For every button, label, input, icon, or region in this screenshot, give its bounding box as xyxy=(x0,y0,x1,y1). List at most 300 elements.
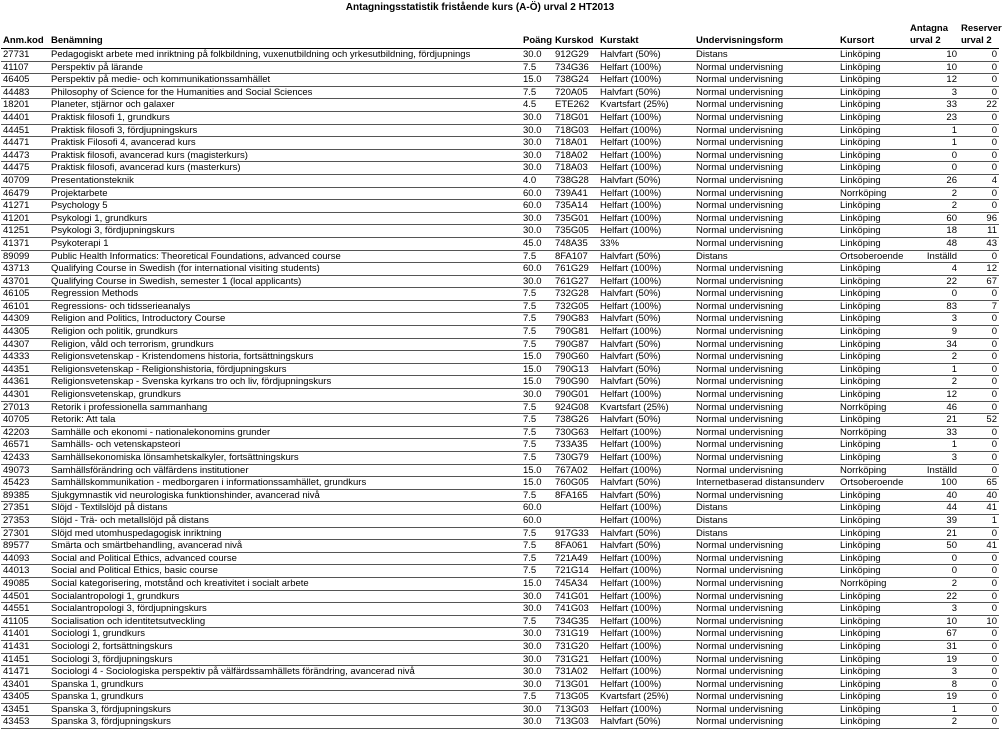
cell-anmkod: 44501 xyxy=(1,590,49,603)
cell-poang: 7.5 xyxy=(521,527,553,540)
cell-reserver: 41 xyxy=(959,540,999,553)
cell-kurskod: 761G27 xyxy=(553,275,598,288)
cell-kursort: Linköping xyxy=(838,540,908,553)
cell-poang: 15.0 xyxy=(521,74,553,87)
table-row xyxy=(1,514,999,527)
cell-reserver: 0 xyxy=(959,288,999,301)
cell-reserver: 52 xyxy=(959,414,999,427)
cell-undervisningsform: Normal undervisning xyxy=(694,389,838,402)
cell-anmkod: 44307 xyxy=(1,338,49,351)
cell-antagna: 10 xyxy=(908,61,959,74)
cell-kurstakt: Helfart (100%) xyxy=(598,162,694,175)
cell-benamning: Praktisk filosofi, avancerad kurs (magisterkurs) xyxy=(49,149,521,162)
cell-kurstakt: 33% xyxy=(598,237,694,250)
cell-antagna: 12 xyxy=(908,389,959,402)
table-row xyxy=(1,439,999,452)
cell-antagna: 39 xyxy=(908,514,959,527)
table-row xyxy=(1,640,999,653)
cell-anmkod: 27351 xyxy=(1,502,49,515)
cell-reserver: 0 xyxy=(959,527,999,540)
cell-benamning: Psykologi 1, grundkurs xyxy=(49,212,521,225)
table-row xyxy=(1,174,999,187)
cell-undervisningsform: Normal undervisning xyxy=(694,288,838,301)
cell-benamning: Praktisk filosofi, avancerad kurs (masterkurs) xyxy=(49,162,521,175)
cell-poang: 30.0 xyxy=(521,703,553,716)
table-row xyxy=(1,300,999,313)
cell-antagna: 100 xyxy=(908,477,959,490)
cell-kurstakt: Helfart (100%) xyxy=(598,200,694,213)
cell-kurstakt: Helfart (100%) xyxy=(598,137,694,150)
cell-poang: 7.5 xyxy=(521,313,553,326)
cell-anmkod: 49085 xyxy=(1,577,49,590)
cell-undervisningsform: Normal undervisning xyxy=(694,263,838,276)
cell-undervisningsform: Normal undervisning xyxy=(694,603,838,616)
cell-poang: 15.0 xyxy=(521,464,553,477)
cell-reserver: 43 xyxy=(959,237,999,250)
cell-reserver: 0 xyxy=(959,716,999,729)
table-row xyxy=(1,590,999,603)
cell-kursort: Norrköping xyxy=(838,464,908,477)
table-row xyxy=(1,552,999,565)
table-row xyxy=(1,162,999,175)
cell-antagna: 4 xyxy=(908,263,959,276)
cell-kurstakt: Halvfart (50%) xyxy=(598,477,694,490)
table-row xyxy=(1,452,999,465)
cell-benamning: Religionsvetenskap - Kristendomens historia, fortsättningskurs xyxy=(49,351,521,364)
table-row xyxy=(1,414,999,427)
cell-undervisningsform: Normal undervisning xyxy=(694,640,838,653)
cell-undervisningsform: Normal undervisning xyxy=(694,577,838,590)
cell-kurskod: 718G01 xyxy=(553,111,598,124)
cell-reserver: 0 xyxy=(959,577,999,590)
cell-benamning: Samhällskommunikation - medborgaren i informationssamhället, grundkurs xyxy=(49,477,521,490)
cell-antagna: 48 xyxy=(908,237,959,250)
cell-benamning: Religion, våld och terrorism, grundkurs xyxy=(49,338,521,351)
cell-kursort: Linköping xyxy=(838,716,908,729)
cell-anmkod: 43405 xyxy=(1,691,49,704)
cell-kurskod: 718A01 xyxy=(553,137,598,150)
cell-kursort: Norrköping xyxy=(838,187,908,200)
cell-benamning: Qualifying Course in Swedish (for international visiting students) xyxy=(49,263,521,276)
table-row xyxy=(1,502,999,515)
cell-poang: 30.0 xyxy=(521,111,553,124)
table-row xyxy=(1,313,999,326)
cell-kursort: Linköping xyxy=(838,653,908,666)
cell-kurstakt: Helfart (100%) xyxy=(598,666,694,679)
cell-reserver: 41 xyxy=(959,502,999,515)
cell-reserver: 96 xyxy=(959,212,999,225)
cell-undervisningsform: Normal undervisning xyxy=(694,174,838,187)
cell-reserver: 7 xyxy=(959,300,999,313)
cell-undervisningsform: Normal undervisning xyxy=(694,275,838,288)
cell-antagna: 22 xyxy=(908,590,959,603)
cell-benamning: Socialantropologi 1, grundkurs xyxy=(49,590,521,603)
cell-kurstakt: Helfart (100%) xyxy=(598,502,694,515)
cell-poang: 45.0 xyxy=(521,237,553,250)
cell-kurskod: 760G05 xyxy=(553,477,598,490)
cell-antagna: 31 xyxy=(908,640,959,653)
cell-undervisningsform: Normal undervisning xyxy=(694,653,838,666)
cell-kurskod: 735A14 xyxy=(553,200,598,213)
cell-reserver: 0 xyxy=(959,338,999,351)
cell-kursort: Linköping xyxy=(838,49,908,62)
cell-kurskod: 8FA107 xyxy=(553,250,598,263)
cell-antagna: 3 xyxy=(908,86,959,99)
cell-undervisningsform: Normal undervisning xyxy=(694,565,838,578)
cell-antagna: 1 xyxy=(908,703,959,716)
cell-undervisningsform: Normal undervisning xyxy=(694,452,838,465)
cell-poang: 30.0 xyxy=(521,389,553,402)
cell-benamning: Praktisk filosofi 3, fördjupningskurs xyxy=(49,124,521,137)
cell-poang: 60.0 xyxy=(521,187,553,200)
cell-undervisningsform: Normal undervisning xyxy=(694,237,838,250)
cell-kurstakt: Helfart (100%) xyxy=(598,615,694,628)
table-row xyxy=(1,338,999,351)
cell-kursort: Linköping xyxy=(838,678,908,691)
cell-antagna: 33 xyxy=(908,99,959,112)
col-header-reserver: Reserver urval 2 xyxy=(959,20,999,49)
cell-antagna: 34 xyxy=(908,338,959,351)
cell-reserver: 0 xyxy=(959,426,999,439)
cell-poang: 60.0 xyxy=(521,263,553,276)
cell-kurskod: 790G13 xyxy=(553,363,598,376)
cell-kursort: Linköping xyxy=(838,61,908,74)
cell-antagna: 2 xyxy=(908,351,959,364)
cell-anmkod: 27731 xyxy=(1,49,49,62)
cell-benamning: Retorik i professionella sammanhang xyxy=(49,401,521,414)
cell-poang: 4.0 xyxy=(521,174,553,187)
cell-reserver: 1 xyxy=(959,514,999,527)
cell-anmkod: 44301 xyxy=(1,389,49,402)
cell-poang: 7.5 xyxy=(521,552,553,565)
cell-undervisningsform: Normal undervisning xyxy=(694,464,838,477)
cell-kursort: Linköping xyxy=(838,640,908,653)
cell-benamning: Perspektiv på medie- och kommunikationssamhället xyxy=(49,74,521,87)
table-row xyxy=(1,376,999,389)
cell-benamning: Psychology 5 xyxy=(49,200,521,213)
cell-kurstakt: Helfart (100%) xyxy=(598,111,694,124)
cell-reserver: 0 xyxy=(959,691,999,704)
table-row xyxy=(1,137,999,150)
cell-undervisningsform: Normal undervisning xyxy=(694,212,838,225)
cell-anmkod: 18201 xyxy=(1,99,49,112)
cell-reserver: 0 xyxy=(959,111,999,124)
cell-reserver: 0 xyxy=(959,703,999,716)
col-header-kurskod: Kurskod xyxy=(553,20,598,49)
cell-reserver: 22 xyxy=(959,99,999,112)
cell-reserver: 67 xyxy=(959,275,999,288)
table-row xyxy=(1,678,999,691)
cell-undervisningsform: Normal undervisning xyxy=(694,666,838,679)
cell-kursort: Linköping xyxy=(838,86,908,99)
cell-undervisningsform: Distans xyxy=(694,49,838,62)
cell-kursort: Norrköping xyxy=(838,577,908,590)
cell-kurstakt: Halvfart (50%) xyxy=(598,376,694,389)
cell-poang: 60.0 xyxy=(521,514,553,527)
cell-kursort: Linköping xyxy=(838,691,908,704)
cell-poang: 30.0 xyxy=(521,628,553,641)
col-header-anmkod: Anm.kod xyxy=(1,20,49,49)
admission-statistics-table xyxy=(1,20,1002,729)
cell-benamning: Samhälle och ekonomi - nationalekonomins grunder xyxy=(49,426,521,439)
cell-poang: 7.5 xyxy=(521,288,553,301)
cell-kursort: Linköping xyxy=(838,666,908,679)
cell-antagna: 12 xyxy=(908,74,959,87)
cell-anmkod: 44451 xyxy=(1,124,49,137)
cell-kurstakt: Helfart (100%) xyxy=(598,326,694,339)
cell-benamning: Samhällsekonomiska lönsamhetskalkyler, fortsättningskurs xyxy=(49,452,521,465)
cell-poang: 7.5 xyxy=(521,250,553,263)
cell-antagna: 1 xyxy=(908,439,959,452)
table-row xyxy=(1,288,999,301)
table-header-row xyxy=(1,20,999,49)
cell-kurstakt: Halvfart (50%) xyxy=(598,49,694,62)
cell-anmkod: 40709 xyxy=(1,174,49,187)
cell-kurskod: 790G90 xyxy=(553,376,598,389)
cell-antagna: 3 xyxy=(908,313,959,326)
cell-antagna: 1 xyxy=(908,124,959,137)
cell-reserver: 0 xyxy=(959,86,999,99)
cell-antagna: Inställd xyxy=(908,250,959,263)
cell-antagna: 1 xyxy=(908,137,959,150)
cell-kurskod: 748A35 xyxy=(553,237,598,250)
cell-benamning: Spanska 1, grundkurs xyxy=(49,678,521,691)
cell-kursort: Linköping xyxy=(838,565,908,578)
cell-kurskod: 730G79 xyxy=(553,452,598,465)
table-row xyxy=(1,74,999,87)
cell-undervisningsform: Distans xyxy=(694,514,838,527)
cell-undervisningsform: Normal undervisning xyxy=(694,300,838,313)
cell-kurskod: 912G29 xyxy=(553,49,598,62)
cell-anmkod: 43451 xyxy=(1,703,49,716)
cell-benamning: Projektarbete xyxy=(49,187,521,200)
cell-anmkod: 89385 xyxy=(1,489,49,502)
cell-kursort: Linköping xyxy=(838,200,908,213)
cell-kurstakt: Helfart (100%) xyxy=(598,464,694,477)
cell-undervisningsform: Normal undervisning xyxy=(694,376,838,389)
cell-anmkod: 44305 xyxy=(1,326,49,339)
document-title: Antagningsstatistik fristående kurs (A-Ö) urval 2 HT2013 xyxy=(345,2,615,13)
cell-kursort: Linköping xyxy=(838,300,908,313)
cell-undervisningsform: Normal undervisning xyxy=(694,540,838,553)
cell-kurskod: 718G03 xyxy=(553,124,598,137)
cell-poang: 7.5 xyxy=(521,691,553,704)
table-row xyxy=(1,200,999,213)
cell-anmkod: 44013 xyxy=(1,565,49,578)
cell-kurstakt: Helfart (100%) xyxy=(598,187,694,200)
table-row xyxy=(1,351,999,364)
table-row xyxy=(1,540,999,553)
cell-kursort: Linköping xyxy=(838,124,908,137)
cell-anmkod: 27013 xyxy=(1,401,49,414)
cell-anmkod: 42203 xyxy=(1,426,49,439)
cell-antagna: 2 xyxy=(908,187,959,200)
cell-reserver: 0 xyxy=(959,389,999,402)
cell-anmkod: 41251 xyxy=(1,225,49,238)
table-row xyxy=(1,703,999,716)
table-row xyxy=(1,628,999,641)
cell-kursort: Linköping xyxy=(838,703,908,716)
cell-poang: 30.0 xyxy=(521,275,553,288)
cell-kurskod: 731G19 xyxy=(553,628,598,641)
cell-kurskod: 734G36 xyxy=(553,61,598,74)
cell-antagna: 10 xyxy=(908,49,959,62)
cell-antagna: 83 xyxy=(908,300,959,313)
cell-kurstakt: Halvfart (50%) xyxy=(598,527,694,540)
cell-poang: 30.0 xyxy=(521,590,553,603)
table-row xyxy=(1,489,999,502)
cell-anmkod: 41107 xyxy=(1,61,49,74)
cell-poang: 30.0 xyxy=(521,603,553,616)
cell-kurskod: ETE262 xyxy=(553,99,598,112)
col-header-antagna: Antagna urval 2 xyxy=(908,20,959,49)
cell-kursort: Linköping xyxy=(838,514,908,527)
table-row xyxy=(1,426,999,439)
cell-kursort: Linköping xyxy=(838,376,908,389)
table-row xyxy=(1,477,999,490)
cell-kursort: Linköping xyxy=(838,590,908,603)
cell-reserver: 0 xyxy=(959,313,999,326)
cell-reserver: 0 xyxy=(959,74,999,87)
cell-anmkod: 45423 xyxy=(1,477,49,490)
cell-kurskod: 730G63 xyxy=(553,426,598,439)
cell-kurstakt: Helfart (100%) xyxy=(598,653,694,666)
cell-anmkod: 46405 xyxy=(1,74,49,87)
cell-kurstakt: Helfart (100%) xyxy=(598,124,694,137)
col-header-benamning: Benämning xyxy=(49,20,521,49)
cell-undervisningsform: Distans xyxy=(694,502,838,515)
cell-anmkod: 41471 xyxy=(1,666,49,679)
cell-reserver: 0 xyxy=(959,187,999,200)
cell-benamning: Samhälls- och vetenskapsteori xyxy=(49,439,521,452)
table-row xyxy=(1,464,999,477)
cell-reserver: 0 xyxy=(959,363,999,376)
cell-anmkod: 44471 xyxy=(1,137,49,150)
cell-reserver: 0 xyxy=(959,376,999,389)
col-header-poang: Poäng xyxy=(521,20,553,49)
cell-poang: 7.5 xyxy=(521,300,553,313)
cell-kursort: Linköping xyxy=(838,326,908,339)
cell-undervisningsform: Normal undervisning xyxy=(694,61,838,74)
cell-antagna: 21 xyxy=(908,527,959,540)
cell-kurstakt: Helfart (100%) xyxy=(598,263,694,276)
cell-kurstakt: Helfart (100%) xyxy=(598,439,694,452)
cell-kursort: Linköping xyxy=(838,414,908,427)
cell-benamning: Socialantropologi 3, fördjupningskurs xyxy=(49,603,521,616)
cell-benamning: Regression Methods xyxy=(49,288,521,301)
cell-undervisningsform: Normal undervisning xyxy=(694,552,838,565)
cell-benamning: Presentationsteknik xyxy=(49,174,521,187)
table-row xyxy=(1,99,999,112)
cell-poang: 7.5 xyxy=(521,61,553,74)
cell-antagna: 9 xyxy=(908,326,959,339)
cell-kurstakt: Helfart (100%) xyxy=(598,640,694,653)
cell-undervisningsform: Distans xyxy=(694,527,838,540)
cell-kurstakt: Helfart (100%) xyxy=(598,426,694,439)
cell-undervisningsform: Normal undervisning xyxy=(694,716,838,729)
cell-kurskod: 734G35 xyxy=(553,615,598,628)
cell-benamning: Sociologi 1, grundkurs xyxy=(49,628,521,641)
cell-poang: 30.0 xyxy=(521,49,553,62)
cell-kursort: Linköping xyxy=(838,489,908,502)
cell-poang: 7.5 xyxy=(521,414,553,427)
cell-anmkod: 41105 xyxy=(1,615,49,628)
cell-reserver: 0 xyxy=(959,49,999,62)
cell-anmkod: 44483 xyxy=(1,86,49,99)
cell-kurstakt: Halvfart (50%) xyxy=(598,540,694,553)
table-row xyxy=(1,61,999,74)
cell-kurstakt: Helfart (100%) xyxy=(598,225,694,238)
cell-reserver: 0 xyxy=(959,565,999,578)
cell-poang: 30.0 xyxy=(521,640,553,653)
cell-poang: 7.5 xyxy=(521,489,553,502)
cell-benamning: Sociologi 4 - Sociologiska perspektiv på välfärdssamhällets förändring, avancerad nivå xyxy=(49,666,521,679)
cell-kurstakt: Halvfart (50%) xyxy=(598,363,694,376)
cell-antagna: 2 xyxy=(908,716,959,729)
cell-undervisningsform: Normal undervisning xyxy=(694,338,838,351)
cell-kurstakt: Halvfart (50%) xyxy=(598,174,694,187)
table-row xyxy=(1,124,999,137)
cell-reserver: 0 xyxy=(959,61,999,74)
cell-benamning: Samhällsförändring och välfärdens institutioner xyxy=(49,464,521,477)
cell-benamning: Philosophy of Science for the Humanities and Social Sciences xyxy=(49,86,521,99)
cell-anmkod: 89099 xyxy=(1,250,49,263)
cell-benamning: Social and Political Ethics, basic course xyxy=(49,565,521,578)
cell-benamning: Spanska 1, grundkurs xyxy=(49,691,521,704)
col-header-kurstakt: Kurstakt xyxy=(598,20,694,49)
table-row xyxy=(1,691,999,704)
cell-reserver: 11 xyxy=(959,225,999,238)
cell-benamning: Religionsvetenskap - Svenska kyrkans tro och liv, fördjupningskurs xyxy=(49,376,521,389)
cell-kursort: Linköping xyxy=(838,615,908,628)
cell-poang: 30.0 xyxy=(521,716,553,729)
cell-kurstakt: Kvartsfart (25%) xyxy=(598,99,694,112)
cell-kurstakt: Halvfart (50%) xyxy=(598,288,694,301)
cell-benamning: Social and Political Ethics, advanced course xyxy=(49,552,521,565)
cell-benamning: Retorik: Att tala xyxy=(49,414,521,427)
cell-kursort: Norrköping xyxy=(838,426,908,439)
cell-benamning: Psykoterapi 1 xyxy=(49,237,521,250)
cell-anmkod: 44351 xyxy=(1,363,49,376)
cell-benamning: Planeter, stjärnor och galaxer xyxy=(49,99,521,112)
cell-undervisningsform: Normal undervisning xyxy=(694,351,838,364)
cell-kursort: Linköping xyxy=(838,628,908,641)
table-row xyxy=(1,389,999,402)
cell-reserver: 0 xyxy=(959,137,999,150)
cell-kurstakt: Helfart (100%) xyxy=(598,61,694,74)
cell-poang: 15.0 xyxy=(521,363,553,376)
cell-anmkod: 44475 xyxy=(1,162,49,175)
cell-reserver: 0 xyxy=(959,628,999,641)
cell-antagna: 19 xyxy=(908,691,959,704)
cell-poang: 30.0 xyxy=(521,162,553,175)
cell-undervisningsform: Normal undervisning xyxy=(694,590,838,603)
cell-poang: 30.0 xyxy=(521,653,553,666)
table-row xyxy=(1,565,999,578)
cell-anmkod: 41451 xyxy=(1,653,49,666)
cell-kursort: Linköping xyxy=(838,527,908,540)
cell-anmkod: 42433 xyxy=(1,452,49,465)
cell-poang: 30.0 xyxy=(521,678,553,691)
cell-kursort: Linköping xyxy=(838,389,908,402)
cell-poang: 15.0 xyxy=(521,351,553,364)
cell-antagna: 46 xyxy=(908,401,959,414)
cell-kurskod xyxy=(553,502,598,515)
cell-kurskod: 790G87 xyxy=(553,338,598,351)
cell-kurstakt: Helfart (100%) xyxy=(598,212,694,225)
cell-benamning: Sociologi 2, fortsättningskurs xyxy=(49,640,521,653)
cell-reserver: 0 xyxy=(959,666,999,679)
